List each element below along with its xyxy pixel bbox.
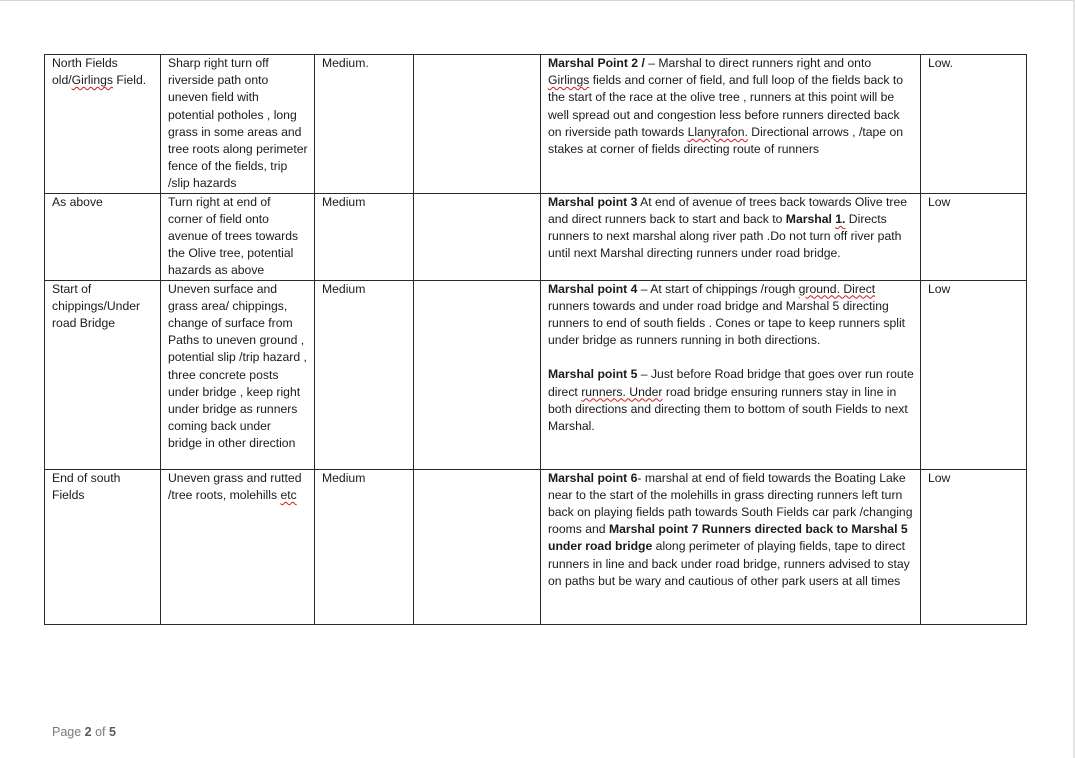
- residual-risk-cell: Low.: [921, 55, 1027, 194]
- spelling-flag: Llanyrafon.: [687, 124, 748, 139]
- control-measures-cell: Marshal point 4 – At start of chippings /rough ground. Direct runners towards and under road bridge and Marshal 5 directing runners to end of south fields . Cones or tape to keep runners split under bridge as runners running in both directions. Marshal point 5 – Just before Road bridge that goes over run route direct runners. Under road bridge ensuring runners stay in line in both directions and directing them to bottom of south Fields to next Marshal.: [541, 280, 921, 469]
- empty-cell: [414, 469, 541, 624]
- spelling-flag: ground. Direct: [798, 281, 876, 296]
- control-measures-cell: Marshal point 3 At end of avenue of trees back towards Olive tree and direct runners back to start and back to Marshal 1. Directs runners to next marshal along river path .Do not turn off river path until next Marshal directing runners under road bridge.: [541, 193, 921, 280]
- table-row: [45, 55, 1027, 194]
- location-cell: As above: [45, 193, 161, 280]
- spelling-flag: 1.: [835, 211, 846, 226]
- control-measures-cell: Marshal Point 2 / – Marshal to direct runners right and onto Girlings fields and corner of field, and full loop of the fields back to the start of the race at the olive tree , runners at this point will be well spread out and congestion less before runners directed back on riverside path towards Llanyrafon. Directional arrows , /tape on stakes at corner of fields directing route of runners: [541, 55, 921, 194]
- table-row: [45, 280, 1027, 469]
- hazard-cell: Uneven grass and rutted /tree roots, molehills etc: [161, 469, 315, 624]
- hazard-cell: Sharp right turn off riverside path onto uneven field with potential potholes , long grass in some areas and tree roots along perimeter fence of the fields, trip /slip hazards: [161, 55, 315, 194]
- empty-cell: [414, 193, 541, 280]
- risk-level-cell: Medium: [315, 280, 414, 469]
- table-row: [45, 193, 1027, 280]
- location-cell: Start of chippings/Under road Bridge: [45, 280, 161, 469]
- hazard-cell: Uneven surface and grass area/ chippings, change of surface from Paths to uneven ground , potential slip /trip hazard , three concrete posts under bridge , keep right under bridge as runners coming back under bridge in other direction: [161, 280, 315, 469]
- location-cell: End of south Fields: [45, 469, 161, 624]
- paragraph-gap: [548, 349, 914, 366]
- control-measures-cell: Marshal point 6- marshal at end of field towards the Boating Lake near to the start of the molehills in grass directing runners left turn back on playing fields path towards South Fields car park /changing rooms and Marshal point 7 Runners directed back to Marshal 5 under road bridge along perimeter of playing fields, tape to direct runners in line and back under road bridge, runners advised to stay on paths but be wary and cautious of other park users at all times: [541, 469, 921, 624]
- risk-level-cell: Medium: [315, 469, 414, 624]
- spelling-flag: etc: [280, 487, 297, 502]
- empty-cell: [414, 280, 541, 469]
- page-number: Page 2 of 5: [52, 725, 116, 739]
- location-cell: North Fields old/Girlings Field.: [45, 55, 161, 194]
- residual-risk-cell: Low: [921, 469, 1027, 624]
- page-edge-top: [0, 0, 1075, 1]
- empty-cell: [414, 55, 541, 194]
- residual-risk-cell: Low: [921, 193, 1027, 280]
- spelling-flag: runners. Under: [581, 384, 663, 399]
- hazard-cell: Turn right at end of corner of field onto avenue of trees towards the Olive tree, potential hazards as above: [161, 193, 315, 280]
- spelling-flag: Girlings: [548, 73, 590, 88]
- spelling-flag: Girlings: [71, 73, 113, 88]
- residual-risk-cell: Low: [921, 280, 1027, 469]
- risk-level-cell: Medium: [315, 193, 414, 280]
- table-row: [45, 469, 1027, 624]
- risk-assessment-table: [44, 54, 1027, 625]
- risk-level-cell: Medium.: [315, 55, 414, 194]
